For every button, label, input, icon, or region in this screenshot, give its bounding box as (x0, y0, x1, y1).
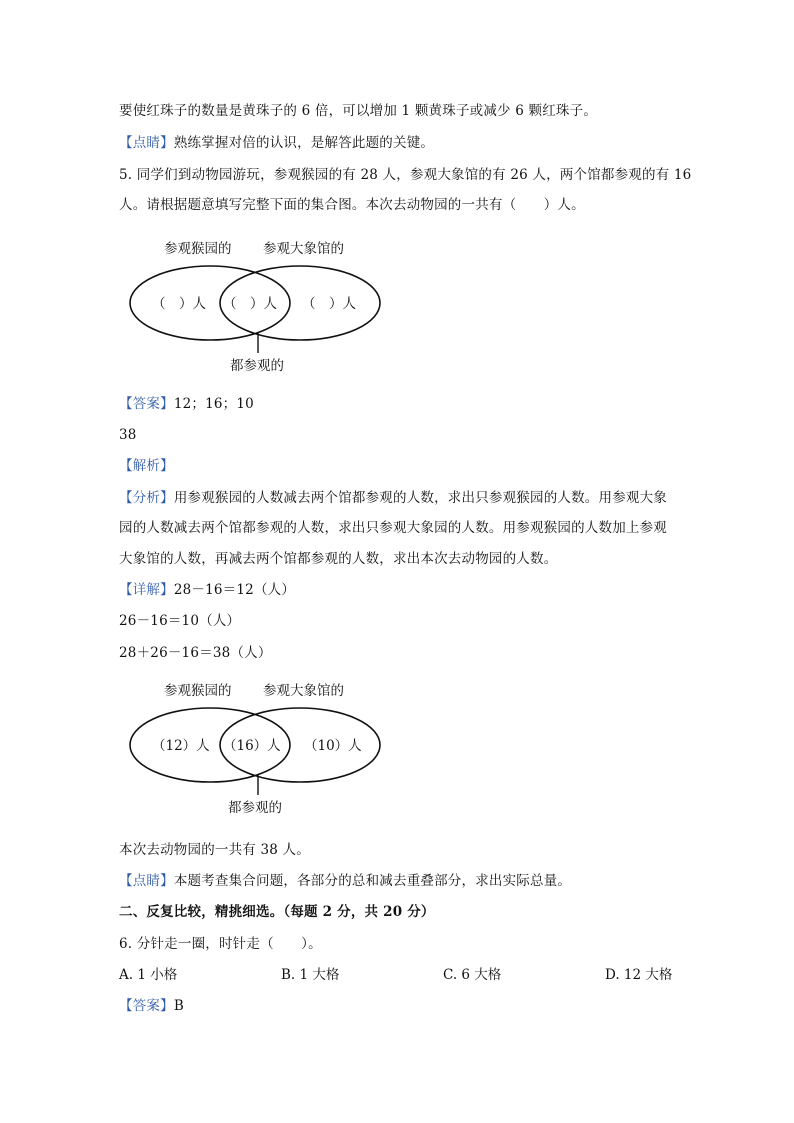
question-5-line-1: 5. 同学们到动物园游玩，参观猴园的有 28 人，参观大象馆的有 26 人，两个馆都参观的有 16 (119, 167, 692, 183)
analysis-tag: 【解析】 (119, 458, 174, 474)
choice-a: A. 1 小格 (119, 967, 178, 983)
venn-left-label: 参观猴园的 (164, 683, 232, 699)
answer-6-line (119, 996, 184, 1016)
venn-right-label: 参观大象馆的 (263, 683, 344, 699)
detail-line-3: 28＋26－16＝38（人） (119, 645, 272, 661)
venn-right-cell: （10）人 (304, 738, 362, 754)
choice-b: B. 1 大格 (281, 967, 340, 983)
venn-left-cell: （12）人 (152, 738, 210, 754)
detail-line-2: 26－16＝10（人） (119, 613, 241, 629)
venn-diagram-blank (120, 233, 390, 373)
answer-line (119, 394, 254, 414)
question-5-line-2: 人。请根据题意填写完整下面的集合图。本次去动物园的一共有（ ）人。 (119, 197, 585, 213)
choice-c: C. 6 大格 (443, 967, 502, 983)
choice-d: D. 12 大格 (605, 967, 673, 983)
venn-left-cell: （ ）人 (152, 296, 206, 312)
detail-text-1: 28－16＝12（人） (173, 582, 296, 598)
venn-right-label: 参观大象馆的 (263, 241, 344, 257)
venn-bottom-label: 都参观的 (230, 358, 284, 373)
answer-6-tag: 【答案】 (119, 998, 174, 1014)
analysis-line-2: 园的人数减去两个馆都参观的人数，求出只参观大象园的人数。用参观猴园的人数加上参观 (119, 520, 667, 536)
tip-text-2: 本题考查集合问题，各部分的总和减去重叠部分，求出实际总量。 (173, 873, 572, 889)
venn-right-cell: （ ）人 (302, 296, 356, 312)
question-6: 6. 分针走一圈，时针走（ ）。 (119, 936, 322, 952)
answer-tag: 【答案】 (119, 396, 174, 412)
answer-total: 38 (119, 427, 137, 443)
tip-line (119, 133, 434, 153)
answer-6-text: B (173, 998, 184, 1014)
detail-line-1 (119, 580, 295, 600)
text-line: 要使红珠子的数量是黄珠子的 6 倍，可以增加 1 颗黄珠子或减少 6 颗红珠子。 (119, 103, 598, 119)
section-heading: 二、反复比较，精挑细选。（每题 2 分，共 20 分） (119, 904, 435, 920)
analysis-line-3: 大象馆的人数，再减去两个馆都参观的人数，求出本次去动物园的人数。 (119, 551, 558, 567)
analysis-line-1 (119, 488, 667, 508)
venn-mid-cell: （ ）人 (223, 296, 277, 312)
tip-tag-2: 【点睛】 (119, 873, 174, 889)
venn-left-label: 参观猴园的 (164, 241, 232, 257)
fenxi-tag: 【分析】 (119, 490, 174, 506)
detail-tag: 【详解】 (119, 582, 174, 598)
venn-diagram-filled (120, 677, 390, 817)
conclusion-line: 本次去动物园的一共有 38 人。 (119, 842, 310, 858)
tip-text: 熟练掌握对倍的认识，是解答此题的关键。 (173, 135, 435, 151)
venn-mid-cell: （16）人 (223, 738, 281, 754)
fenxi-text-1: 用参观猴园的人数减去两个馆都参观的人数，求出只参观猴园的人数。用参观大象 (173, 490, 668, 506)
tip-line-2 (119, 871, 571, 891)
tip-tag: 【点睛】 (119, 135, 174, 151)
venn-bottom-label: 都参观的 (228, 800, 282, 816)
answer-text: 12；16；10 (173, 396, 254, 412)
